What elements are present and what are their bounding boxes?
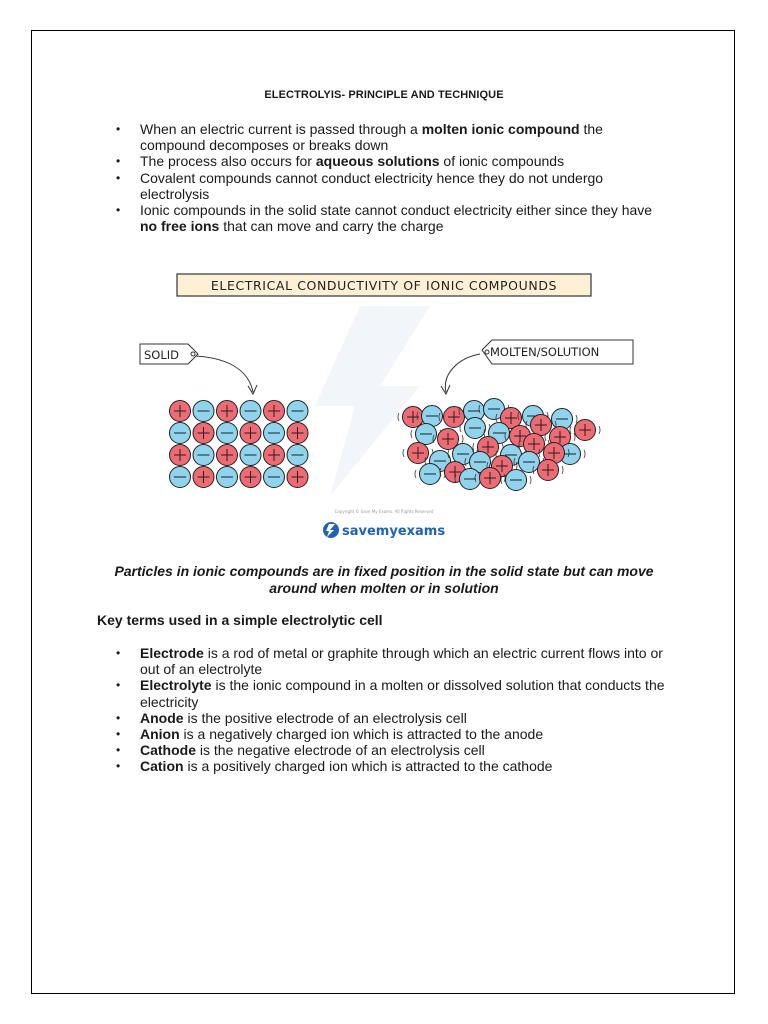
cation-ion	[264, 401, 285, 422]
anion-ion	[193, 401, 214, 422]
anion-ion	[264, 423, 285, 444]
anion-ion	[240, 445, 261, 466]
key-term-item: • Electrode is a rod of metal or graphite through which an electric current flows into or out of an electrolyte	[116, 645, 676, 677]
key-term-item: • Cathode is the negative electrode of an electrolysis cell	[116, 742, 676, 758]
anion-ion	[170, 467, 191, 488]
cation-ion	[217, 401, 238, 422]
anion-ion	[287, 401, 308, 422]
intro-bullet: • The process also occurs for aqueous solutions of ionic compounds	[116, 153, 656, 169]
anion-ion	[170, 423, 191, 444]
molten-ions	[398, 399, 600, 491]
solid-tag-text: SOLID	[144, 348, 180, 362]
key-term-item: • Anode is the positive electrode of an electrolysis cell	[116, 710, 676, 726]
logo-text: savemyexams	[342, 524, 446, 539]
cation-ion	[170, 445, 191, 466]
intro-bullet-list	[116, 121, 656, 234]
intro-bullet: • When an electric current is passed through a molten ionic compound the compound decomposes or breaks down	[116, 121, 656, 153]
conductivity-diagram	[130, 266, 638, 546]
copyright-text: Copyright © Save My Exams. All Rights Reserved	[334, 509, 434, 514]
document-title: ELECTROLYIS- PRINCIPLE AND TECHNIQUE	[264, 89, 504, 101]
key-terms-heading: Key terms used in a simple electrolytic cell	[97, 612, 383, 628]
conductivity-figure	[130, 266, 638, 546]
anion-ion	[217, 467, 238, 488]
molten-arrow	[445, 354, 480, 392]
cation-ion	[193, 423, 214, 444]
cation-ion	[240, 423, 261, 444]
banner-text: ELECTRICAL CONDUCTIVITY OF IONIC COMPOUNDS	[210, 278, 558, 293]
cation-ion	[264, 445, 285, 466]
key-term-item: • Anion is a negatively charged ion which is attracted to the anode	[116, 726, 676, 742]
solid-lattice	[170, 401, 309, 488]
cation-ion	[240, 467, 261, 488]
key-terms-list	[116, 645, 676, 775]
cation-ion	[193, 467, 214, 488]
figure-caption: Particles in ionic compounds are in fixed position in the solid state but can move around when molten or in solution	[114, 563, 654, 596]
cation-ion	[403, 443, 433, 464]
savemyexams-logo	[323, 522, 445, 539]
intro-bullet: • Ionic compounds in the solid state cannot conduct electricity either since they have no free ions that can move and carry the charge	[116, 202, 656, 234]
cation-ion	[287, 423, 308, 444]
key-term-item: • Cation is a positively charged ion which is attracted to the cathode	[116, 758, 676, 774]
anion-ion	[460, 418, 490, 439]
anion-ion	[287, 445, 308, 466]
watermark-icon	[315, 306, 430, 496]
solid-arrow	[196, 356, 253, 392]
key-term-item: • Electrolyte is the ionic compound in a molten or dissolved solution that conducts the electricity	[116, 677, 676, 709]
cation-ion	[287, 467, 308, 488]
cation-ion	[170, 401, 191, 422]
intro-bullet: • Covalent compounds cannot conduct electricity hence they do not undergo electrolysis	[116, 170, 656, 202]
anion-ion	[240, 401, 261, 422]
cation-ion	[217, 445, 238, 466]
anion-ion	[264, 467, 285, 488]
anion-ion	[193, 445, 214, 466]
molten-tag-text: MOLTEN/SOLUTION	[490, 345, 600, 359]
anion-ion	[217, 423, 238, 444]
cation-ion	[570, 420, 600, 441]
